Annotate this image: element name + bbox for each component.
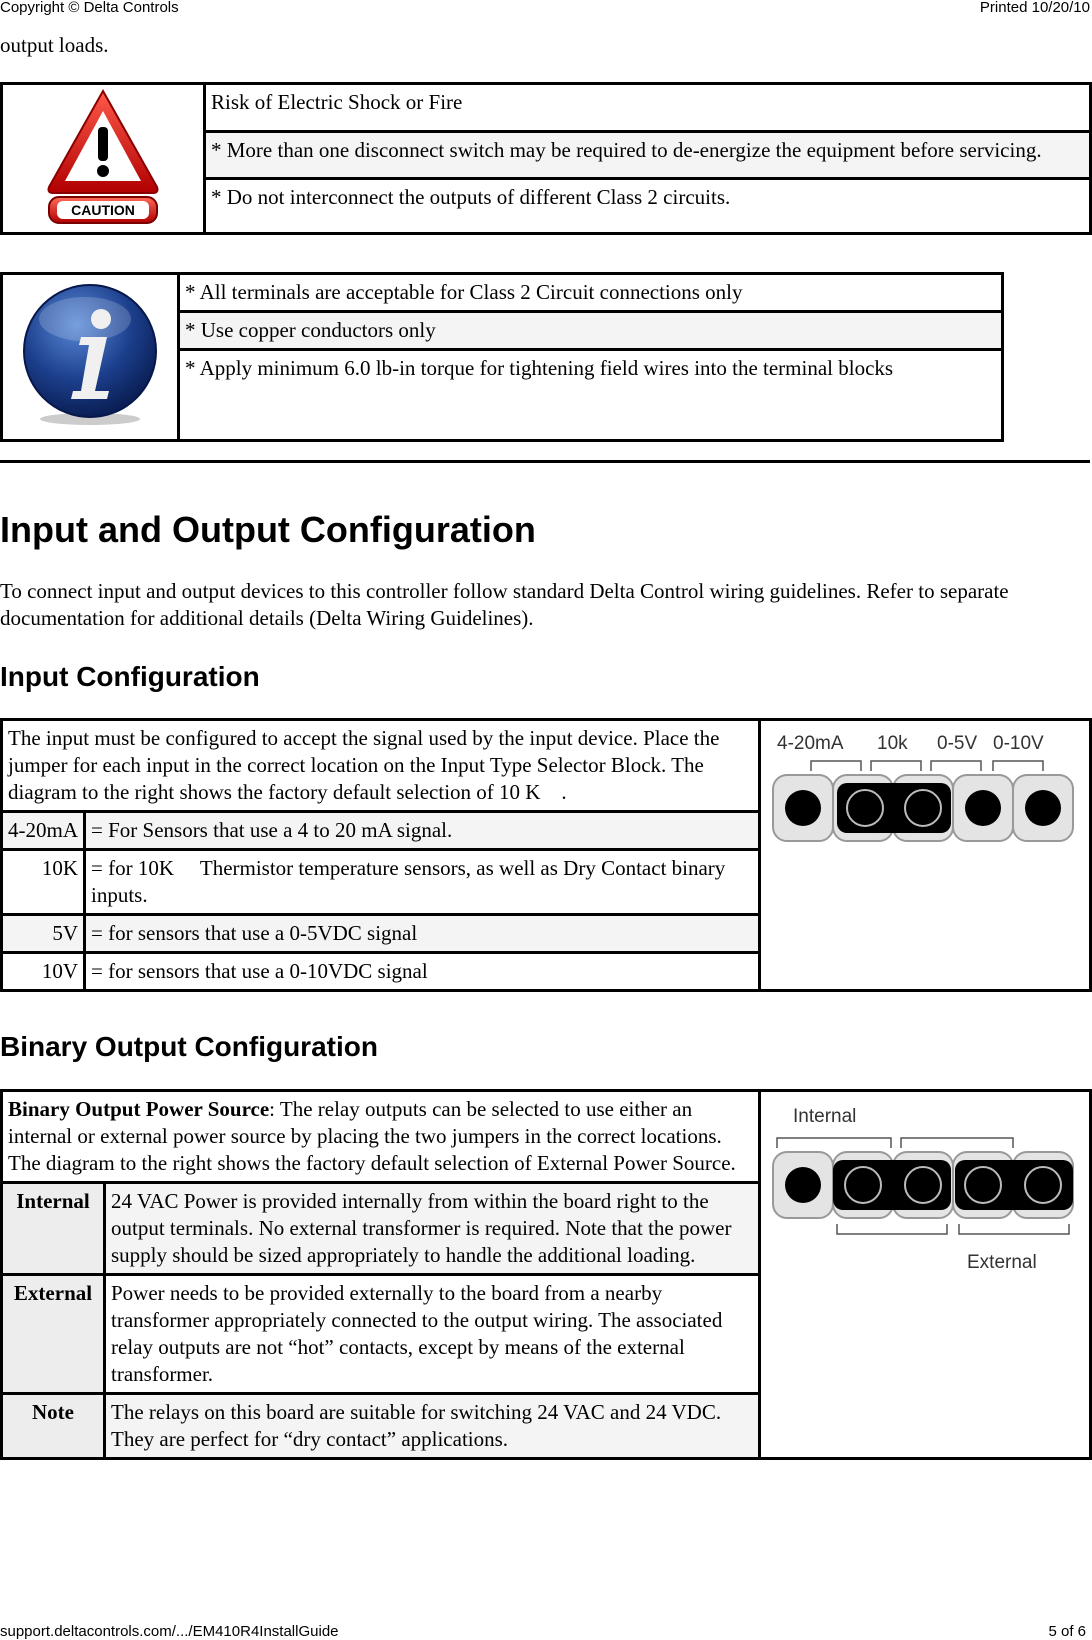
binary-output-key: External (2, 1275, 105, 1394)
input-config-value: = for 10K Thermistor temperature sensors, as well as Dry Contact binary inputs. (85, 850, 760, 915)
page-header-right: Printed 10/20/10 (979, 0, 1090, 16)
info-row: * Apply minimum 6.0 lb-in torque for tightening field wires into the terminal blocks (179, 350, 1003, 441)
binary-output-description-bold: Binary Output Power Source (8, 1097, 270, 1121)
input-config-value: = For Sensors that use a 4 to 20 mA signal. (85, 812, 760, 850)
input-config-value: = for sensors that use a 0-10VDC signal (85, 953, 760, 991)
binary-output-diagram-cell (760, 1091, 1091, 1459)
section-divider (0, 460, 1090, 463)
binary-output-key: Internal (2, 1183, 105, 1275)
input-config-table (0, 718, 1092, 992)
diagram-label-10k: 10k (877, 733, 908, 754)
caution-row: * More than one disconnect switch may be required to de-energize the equipment before servicing. (205, 131, 1091, 179)
binary-output-value: 24 VAC Power is provided internally from within the board right to the output terminals. No external transformer is required. Note that the power supply should be sized appropriately to handle the additional loading. (105, 1183, 760, 1275)
binary-output-title: Binary Output Configuration (0, 1031, 378, 1062)
input-config-value: = for sensors that use a 0-5VDC signal (85, 915, 760, 953)
info-row: * All terminals are acceptable for Class 2 Circuit connections only (179, 274, 1003, 312)
external-brackets (837, 1224, 1069, 1234)
diagram-label-0-10v: 0-10V (993, 733, 1044, 754)
diagram-label-0-5v: 0-5V (937, 733, 978, 754)
input-type-selector-diagram (767, 727, 1083, 847)
caution-warning-icon (43, 85, 163, 225)
page-header-left: Copyright © Delta Controls (0, 0, 179, 16)
jumper-external-2 (955, 1160, 1073, 1210)
intro-fragment: output loads. (0, 33, 109, 57)
binary-output-key: Note (2, 1394, 105, 1459)
page-footer-url: support.deltacontrols.com/.../EM410R4InstallGuide (0, 1623, 339, 1640)
caution-row: * Do not interconnect the outputs of different Class 2 circuits. (205, 179, 1091, 234)
internal-brackets (777, 1138, 1013, 1148)
input-config-key: 4-20mA (2, 812, 85, 850)
info-icon (15, 279, 165, 429)
input-config-key: 10V (2, 953, 85, 991)
binary-output-value: Power needs to be provided externally to the board from a nearby transformer appropriately connected to the output wiring. The associated relay outputs are not “hot” contacts, except by means of the external transformer. (105, 1275, 760, 1394)
binary-output-jumper-diagram (767, 1098, 1083, 1278)
page-number: 5 of 6 (1048, 1623, 1086, 1640)
binary-output-table (0, 1089, 1092, 1460)
binary-output-description (2, 1091, 760, 1183)
binary-output-description-text: : The relay outputs can be selected to use either an internal or external power source by placing the two jumpers in the correct locations. The diagram to the right shows the factory default selection of External Power Source. (8, 1097, 736, 1175)
diagram-label-external: External (967, 1252, 1037, 1273)
jumper-brackets (811, 761, 1043, 771)
binary-output-value: The relays on this board are suitable for switching 24 VAC and 24 VDC. They are perfect for “dry contact” applications. (105, 1394, 760, 1459)
caution-badge-text: CAUTION (71, 202, 135, 218)
caution-table (0, 82, 1092, 235)
info-table (0, 272, 1004, 442)
section-paragraph: To connect input and output devices to this controller follow standard Delta Control wiring guidelines. Refer to separate documentation for additional details (Delta Wiring Guidelines). (0, 579, 1009, 630)
jumper-external-1 (833, 1160, 951, 1210)
input-config-key: 5V (2, 915, 85, 953)
terminal-pins (773, 775, 1073, 841)
diagram-label-internal: Internal (793, 1106, 857, 1127)
terminal-pins (773, 1152, 1073, 1218)
section-title: Input and Output Configuration (0, 509, 536, 550)
input-config-description: The input must be configured to accept the signal used by the input device. Place the jumper for each input in the correct location on the Input Type Selector Block. The diagram to the right shows the factory default selection of 10 K . (2, 720, 760, 812)
input-config-key: 10K (2, 850, 85, 915)
jumper-10k (837, 783, 951, 833)
diagram-label-4-20ma: 4-20mA (777, 733, 844, 754)
input-config-title: Input Configuration (0, 661, 260, 692)
input-selector-diagram-cell (760, 720, 1091, 991)
info-row: * Use copper conductors only (179, 312, 1003, 350)
caution-row: Risk of Electric Shock or Fire (205, 84, 1091, 132)
caution-icon-cell (2, 84, 205, 234)
info-icon-cell (2, 274, 179, 441)
